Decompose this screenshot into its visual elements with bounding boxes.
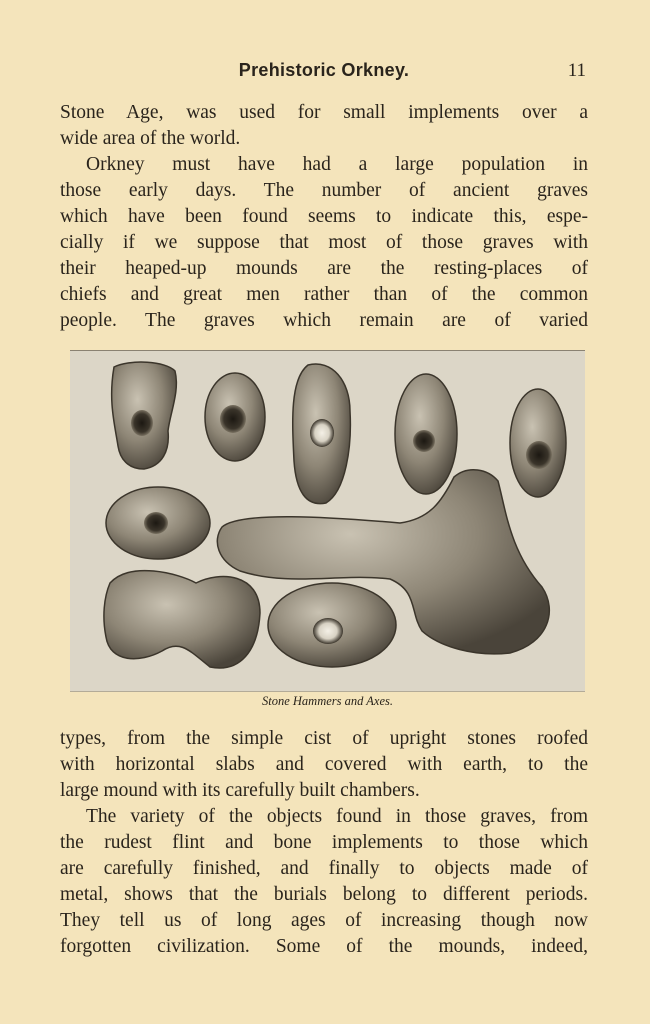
stone-disc-6	[106, 487, 210, 559]
stone-hammer-5	[510, 389, 566, 497]
text-line: wide area of the world.	[60, 128, 241, 149]
text-line: chiefs and great men rather than of the common	[60, 284, 588, 305]
page-number: 11	[567, 60, 586, 81]
text-line: Orkney must have had a large population in	[86, 154, 588, 175]
text-line: forgotten civilization. Some of the mounds, indeed,	[60, 936, 588, 957]
text-line: large mound with its carefully built chambers.	[60, 780, 420, 801]
text-line: The variety of the objects found in those graves, from	[86, 806, 588, 827]
stone-hammer-4	[395, 374, 457, 494]
stone-hammers-photograph	[70, 350, 585, 692]
text-line: Stone Age, was used for small implements over a	[60, 102, 588, 123]
text-line: metal, shows that the burials belong to different periods.	[60, 884, 588, 905]
text-line: the rudest flint and bone implements to those which	[60, 832, 588, 853]
text-line: people. The graves which remain are of varied	[60, 310, 588, 331]
page-header	[60, 60, 588, 86]
text-line: types, from the simple cist of upright stones roofed	[60, 728, 588, 749]
stone-hammer-2	[205, 373, 265, 461]
text-line: with horizontal slabs and covered with earth, to the	[60, 754, 588, 775]
text-line: their heaped-up mounds are the resting-places of	[60, 258, 588, 279]
stone-hammer-9	[268, 583, 396, 667]
body-text-bottom	[60, 726, 588, 960]
figure-caption: Stone Hammers and Axes.	[262, 694, 393, 708]
body-text-top	[60, 100, 588, 334]
text-line: They tell us of long ages of increasing though now	[60, 910, 588, 931]
text-line: which have been found seems to indicate this, espe-	[60, 206, 588, 227]
text-line: those early days. The number of ancient graves	[60, 180, 588, 201]
running-title: Prehistoric Orkney.	[238, 60, 410, 80]
text-line: are carefully finished, and finally to objects made of	[60, 858, 588, 879]
text-line: cially if we suppose that most of those graves with	[60, 232, 588, 253]
stone-hammer-3	[293, 364, 351, 504]
